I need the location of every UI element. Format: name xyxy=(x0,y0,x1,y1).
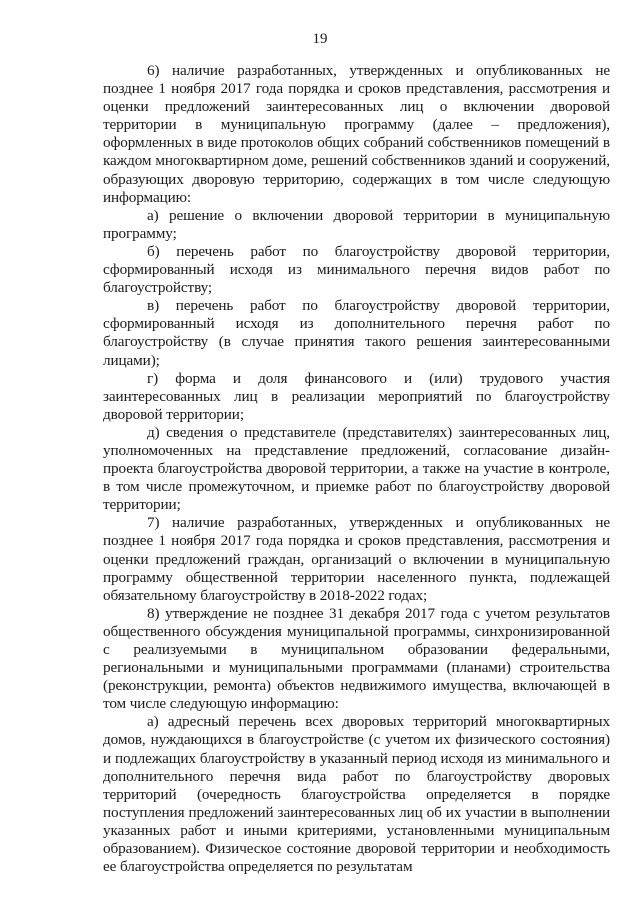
paragraph-subitem-v: в) перечень работ по благоустройству дворовой территории, сформированный исходя из дополнительного перечня работ по благоустройству (в случае принятия такого решения заинтересованными лицами); xyxy=(103,297,610,369)
paragraph-subitem-a: а) решение о включении дворовой территории в муниципальную программу; xyxy=(103,206,610,242)
paragraph-subitem-b: б) перечень работ по благоустройству дворовой территории, сформированный исходя из минимального перечня видов работ по благоустройству; xyxy=(103,242,610,297)
paragraph-item-8: 8) утверждение не позднее 31 декабря 2017 года с учетом результатов общественного обсуждения муниципальной программы, синхронизированной с реализуемыми в муниципальном образовании федеральными, региональными и муниципальными программами (планами) строительства (реконструкции, ремонта) объектов недвижимого имущества, включающей в том числе следующую информацию: xyxy=(103,604,610,713)
page-number: 19 xyxy=(312,31,328,47)
document-body xyxy=(103,62,610,876)
paragraph-item-6: 6) наличие разработанных, утвержденных и опубликованных не позднее 1 ноября 2017 года порядка и сроков представления, рассмотрения и оценки предложений заинтересованных лиц о включении дворовой территории в муниципальную программу (далее – предложения), оформленных в виде протоколов общих собраний собственников помещений в каждом многоквартирном доме, решений собственников зданий и сооружений, образующих дворовую территорию, содержащих в том числе следующую информацию: xyxy=(103,62,610,206)
paragraph-item-8-subitem-a: а) адресный перечень всех дворовых территорий многоквартирных домов, нуждающихся в благоустройстве (с учетом их физического состояния) и подлежащих благоустройству в указанный период исходя из минимального и дополнительного перечня вида работ по благоустройству дворовых территорий (очередность благоустройства определяется в порядке поступления предложений заинтересованных лиц об их участии в выполнении указанных работ и иными критериями, установленными муниципальным образованием). Физическое состояние дворовой территории и необходимость ее благоустройства определяется по результатам xyxy=(103,713,610,876)
paragraph-subitem-g: г) форма и доля финансового и (или) трудового участия заинтересованных лиц в реализации мероприятий по благоустройству дворовой территории; xyxy=(103,369,610,423)
paragraph-subitem-d: д) сведения о представителе (представителях) заинтересованных лиц, уполномоченных на представление предложений, согласование дизайн-проекта благоустройства дворовой территории, а также на участие в контроле, в том числе промежуточном, и приемке работ по благоустройству дворовой территории; xyxy=(103,423,610,514)
paragraph-item-7: 7) наличие разработанных, утвержденных и опубликованных не позднее 1 ноября 2017 года порядка и сроков представления, рассмотрения и оценки предложений граждан, организаций о включении в муниципальную программу общественной территории населенного пункта, подлежащей обязательному благоустройству в 2018-2022 годах; xyxy=(103,514,610,604)
